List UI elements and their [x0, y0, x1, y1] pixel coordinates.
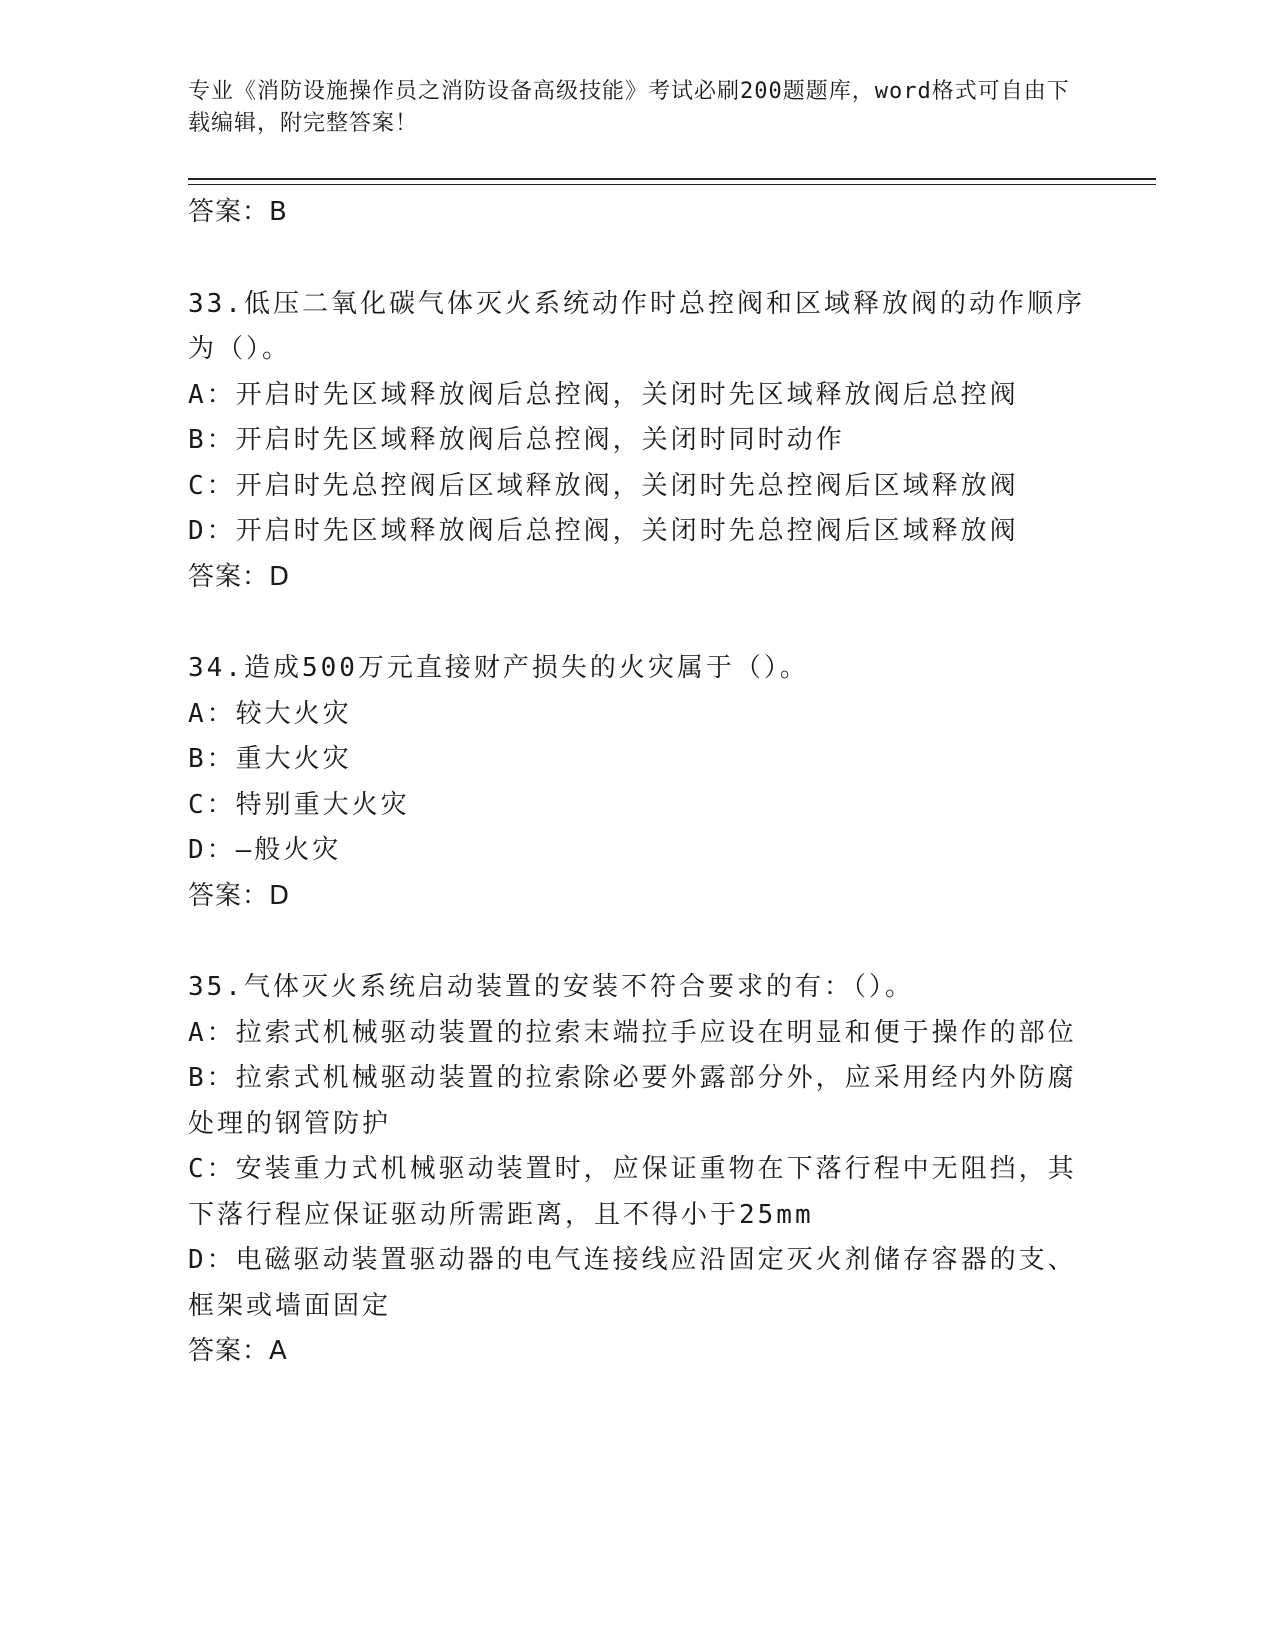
option-c: C：特别重大火灾 — [188, 789, 410, 820]
answer: 答案：D — [188, 561, 291, 592]
option-c: C：开启时先总控阀后区域释放阀，关闭时先总控阀后区域释放阀 — [188, 470, 1019, 501]
question-content — [188, 190, 1088, 1375]
previous-answer: 答案：B — [188, 197, 288, 227]
option-a: A：拉索式机械驱动装置的拉索末端拉手应设在明显和便于操作的部位 — [188, 1017, 1077, 1048]
option-a: A：较大火灾 — [188, 698, 352, 729]
question-block — [188, 965, 1088, 1375]
answer: 答案：A — [188, 1336, 288, 1366]
question-stem: 33.低压二氧化碳气体灭火系统动作时总控阀和区域释放阀的动作顺序为（）。 — [188, 288, 1085, 364]
answer: 答案：D — [188, 880, 291, 911]
option-b: B：重大火灾 — [188, 744, 352, 774]
header-rule-thick — [188, 178, 1156, 180]
page-header: 专业《消防设施操作员之消防设备高级技能》考试必刷200题题库，word格式可自由下载编辑，附完整答案！ — [188, 79, 1070, 136]
question-block — [188, 282, 1088, 601]
option-c: C：安装重力式机械驱动装置时，应保证重物在下落行程中无阻挡，其下落行程应保证驱动所需距离，且不得小于25mm — [188, 1154, 1077, 1230]
question-stem: 35.气体灭火系统启动装置的安装不符合要求的有：（）。 — [188, 972, 914, 1002]
option-d: D：开启时先区域释放阀后总控阀，关闭时先总控阀后区域释放阀 — [188, 516, 1019, 546]
question-stem: 34.造成500万元直接财产损失的火灾属于（）。 — [188, 653, 809, 683]
option-a: A：开启时先区域释放阀后总控阀，关闭时先区域释放阀后总控阀 — [188, 379, 1019, 410]
option-b: B：拉索式机械驱动装置的拉索除必要外露部分外，应采用经内外防腐处理的钢管防护 — [188, 1063, 1077, 1139]
spacer — [188, 236, 1088, 282]
option-b: B：开启时先区域释放阀后总控阀，关闭时同时动作 — [188, 425, 845, 455]
spacer — [188, 919, 1088, 965]
spacer — [188, 600, 1088, 646]
question-block — [188, 646, 1088, 919]
header-rule-thin — [188, 184, 1156, 185]
option-d: D：—般火灾 — [188, 835, 342, 865]
option-d: D：电磁驱动装置驱动器的电气连接线应沿固定灭火剂储存容器的支、框架或墙面固定 — [188, 1245, 1077, 1321]
